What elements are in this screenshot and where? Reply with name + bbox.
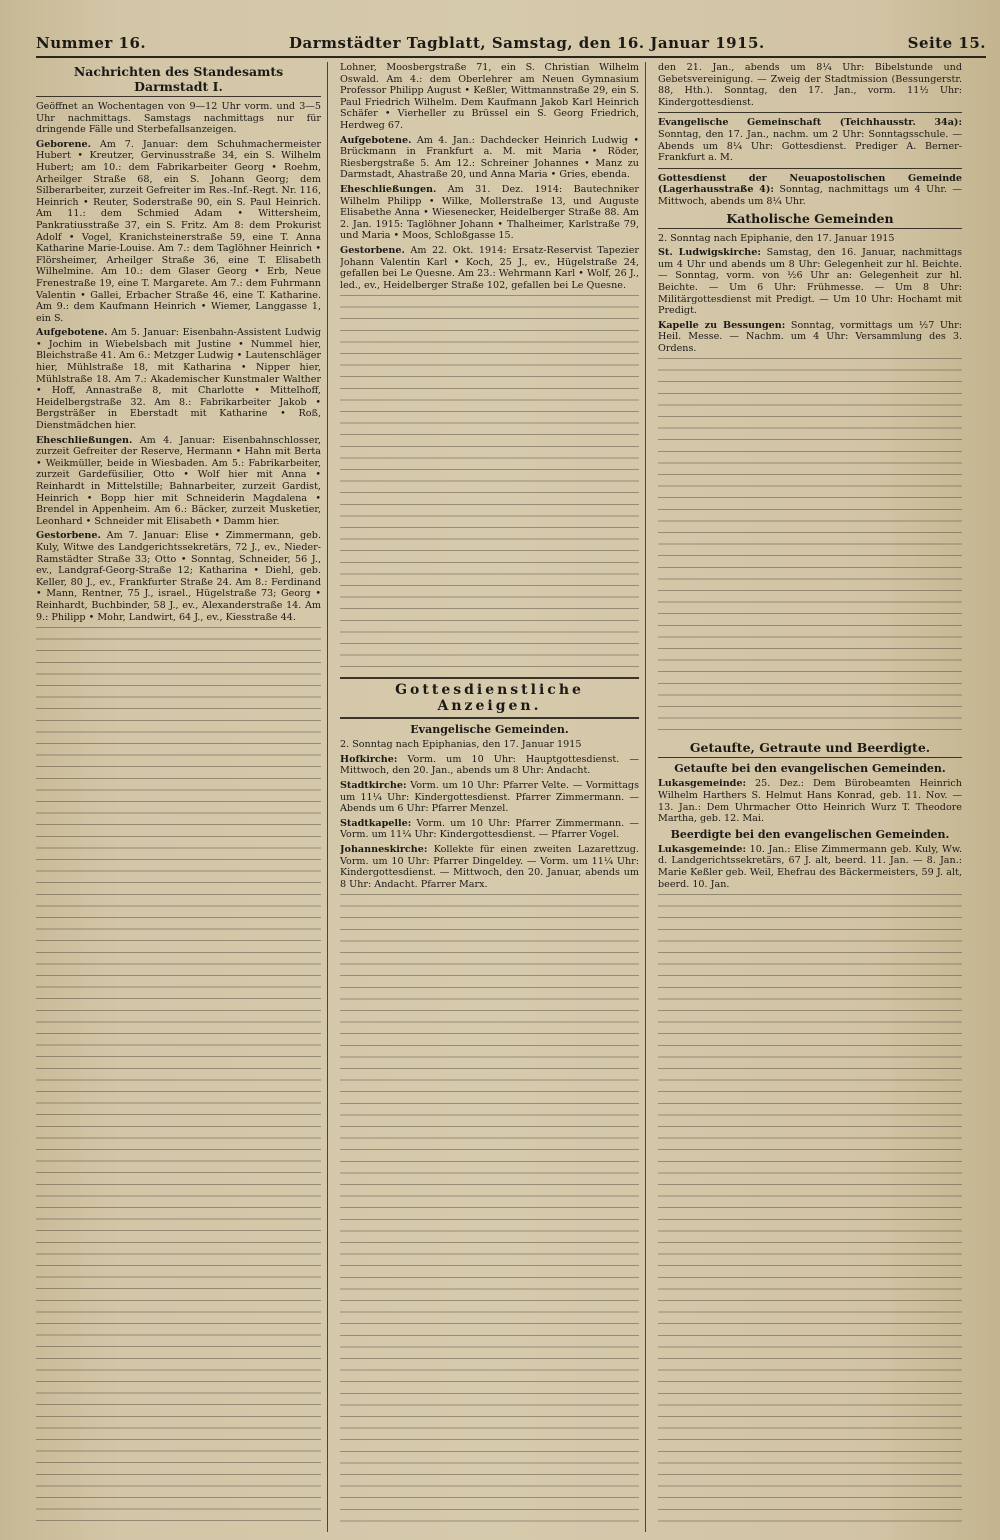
church-entry xyxy=(340,754,639,777)
entry-eheschliessungen xyxy=(340,184,639,242)
entry-text: Am 4. Januar: Eisenbahnschlosser, zurzeit Gefreiter der Reserve, Hermann • Hahn mit Berta • Weikmüller, beide in Wiesbaden. Am 5.: Fabrikarbeiter, zurzeit Gardefüsilier, Otto • Wolf hier mit Anna • Reinhardt in Mittelstille; Bahnarbeiter, zurzeit Gardist, Heinrich • Bopp hier mit Schneiderin Magdalena • Brendel in Appenheim. Am 6.: Bäcker, zurzeit Musketier, Leonhard • Schneider mit Elisabeth • Damm hier. xyxy=(36,434,321,527)
masthead-line: Darmstädter Tagblatt, Samstag, den 16. Januar 1915. xyxy=(289,34,765,52)
divider xyxy=(658,112,962,113)
entry-head: Aufgebotene. xyxy=(340,134,412,146)
entry-continued: Lohner, Moosbergstraße 71, ein S. Christian Wilhelm Oswald. Am 4.: dem Oberlehrer am Neuen Gymnasium Professor Philipp August • Keßler, Wittmannstraße 29, ein S. Paul Friedrich Wilhelm. Dem Kaufmann Jakob Karl Heinrich Schäfer • Vierheller zu Brüssel ein S. Georg Friedrich, Herdweg 67. xyxy=(340,62,639,131)
entry-text: Am 7. Januar: dem Schuhmachermeister Hubert • Kreutzer, Gervinusstraße 34, ein S. Wilhelm Hubert; am 10.: dem Fabrikarbeiter Georg • Roehm, Arheilger Straße 68, ein S. Johann Georg; dem Silberarbeiter, zurzeit Gefreiter im Res.-Inf.-Regt. Nr. 116, Heinrich • Reuter, Soderstraße 90, ein S. Paul Heinrich. Am 11.: dem Schmied Adam • Wittersheim, Pankratiusstraße 37, ein S. Fritz. Am 8: dem Prokurist Adolf • Vogel, Kranichsteinerstraße 59, eine T. Anna Katharine Marie-Louise. Am 7.: dem Taglöhner Heinrich • Flörsheimer, Arheilger Straße 36, eine T. Elisabeth Wilhelmine. Am 10.: dem Glaser Georg • Erb, Neue Frenestraße 19, eine T. Margarete. Am 7.: dem Fuhrmann Valentin • Gallei, Erbacher Straße 46, eine T. Katharine. Am 9.: dem Kaufmann Heinrich • Wiemer, Langgasse 1, ein S. xyxy=(36,138,321,324)
entry-text: Am 31. Dez. 1914: Bautechniker Wilhelm Philipp • Wilke, Mollerstraße 13, und Auguste Elisabethe Anna • Wiesenecker, Heidelberger Straße 88. Am 2. Jan. 1915: Taglöhner Johann • Thalheimer, Karlstraße 79, und Maria • Moos, Schloßgasse 15. xyxy=(340,183,639,242)
entry-aufgebotene xyxy=(36,327,321,431)
illegible-text-block xyxy=(658,894,962,1532)
subsection-beerdigte: Beerdigte bei den evangelischen Gemeinden. xyxy=(670,827,950,841)
section-title-getaufte: Getaufte, Getraute und Beerdigte. xyxy=(658,740,962,758)
church-name: Stadtkirche: xyxy=(340,780,407,792)
church-text: Vorm. um 10 Uhr: Pfarrer Velte. — Vormittags um 11¼ Uhr: Kindergottesdienst. Pfarrer Zimmermann. — Abends um 6 Uhr: Pfarrer Menzel. xyxy=(340,780,639,815)
parish-entry xyxy=(658,844,962,890)
divider xyxy=(658,168,962,169)
church-text: Kollekte für einen zweiten Lazarettzug. Vorm. um 10 Uhr: Pfarrer Dingeldey. — Vorm. um 11¼ Uhr: Kindergottesdienst. — Mittwoch, den 20. Januar, abends um 8 Uhr: Andacht. Pfarrer Marx. xyxy=(340,844,639,890)
church-text: Vorm. um 10 Uhr: Pfarrer Zimmermann. — Vorm. um 11¼ Uhr: Kindergottesdienst. — Pfarrer Vogel. xyxy=(340,817,639,841)
entry-gestorbene xyxy=(36,530,321,623)
column-1 xyxy=(36,62,328,1532)
entry-head: Eheschließungen. xyxy=(36,434,133,446)
entry-head: Gestorbene. xyxy=(36,530,101,542)
church-name: St. Ludwigskirche: xyxy=(658,247,761,259)
issue-number: Nummer 16. xyxy=(36,34,147,52)
entry-text: Am 7. Januar: Elise • Zimmermann, geb. Kuly, Witwe des Landgerichtssekretärs, 72 J., ev., Nieder-Ramstädter Straße 33; Otto • Sonntag, Schneider, 56 J., ev., Landgraf-Georg-Straße 12; Katharina • Diehl, geb. Keller, 80 J., ev., Frankfurter Straße 24. Am 8.: Ferdinand • Mann, Rentner, 75 J., israel., Hügelstraße 73; Georg • Reinhardt, Buchbinder, 58 J., ev., Alexanderstraße 14. Am 9.: Philipp • Mohr, Landwirt, 64 J., ev., Kiesstraße 44. xyxy=(36,530,321,623)
church-entry xyxy=(658,173,962,208)
entry-head: Gestorbene. xyxy=(340,244,405,256)
church-name: Gottesdienst der Neuapostolischen Gemeinde (Lagerhausstraße 4): xyxy=(658,172,962,196)
parish-text: 25. Dez.: Dem Bürobeamten Heinrich Wilhelm Harthers S. Helmut Hans Konrad, geb. 11. Nov. — 13. Jan.: Dem Uhrmacher Otto Heinrich Wurz T. Theodore Martha, geb. 12. Mai. xyxy=(658,778,962,825)
page-number: Seite 15. xyxy=(907,34,986,52)
church-text: Sonntag, den 17. Jan., nachm. um 2 Uhr: Sonntagsschule. — Abends um 8¼ Uhr: Gottesdienst. Prediger A. Berner-Frankfurt a. M. xyxy=(658,128,962,164)
column-3 xyxy=(658,62,968,1532)
subsection-getaufte: Getaufte bei den evangelischen Gemeinden. xyxy=(674,762,946,776)
church-name: Kapelle zu Bessungen: xyxy=(658,319,786,331)
illegible-text-block xyxy=(36,627,321,1527)
church-text: Samstag, den 16. Januar, nachmittags um 4 Uhr und abends um 8 Uhr: Gelegenheit zur hl. Beichte. — Sonntag, vorm. von ½6 Uhr an: Gelegenheit zur hl. Beichte. — Um 6 Uhr: Frühmesse. — Um 8 Uhr: Militärgottesdienst mit Predigt. — Um 10 Uhr: Hochamt mit Predigt. xyxy=(658,247,962,317)
section-title-katholisch: Katholische Gemeinden xyxy=(658,211,962,229)
columns xyxy=(36,62,986,1532)
entry-head: Eheschließungen. xyxy=(340,183,437,195)
date-line: 2. Sonntag nach Epiphanias, den 17. Januar 1915 xyxy=(340,739,582,751)
church-entry xyxy=(340,818,639,841)
church-text: Vorm. um 10 Uhr: Hauptgottesdienst. — Mittwoch, den 20. Jan., abends um 8 Uhr: Andacht. xyxy=(340,753,639,777)
church-entry xyxy=(658,320,962,355)
church-name: Hofkirche: xyxy=(340,753,398,765)
entry-text: Am 22. Okt. 1914: Ersatz-Reservist Tapezier Johann Valentin Karl • Koch, 25 J., ev., Hügelstraße 24, gefallen bei Le Quesne. Am 23.: Wehrmann Karl • Wolf, 26 J., led., ev., Heidelberger Straße 102, gefallen bei Le Quesne. xyxy=(340,244,639,291)
entry-geborene xyxy=(36,139,321,325)
church-name: Evangelische Gemeinschaft (Teichhausstr. 34a): xyxy=(658,117,962,129)
entry-aufgebotene xyxy=(340,135,639,181)
church-name: Stadtkapelle: xyxy=(340,817,412,829)
church-entry xyxy=(340,844,639,890)
entry-text: Am 5. Januar: Eisenbahn-Assistent Ludwig • Jochim in Wiebelsbach mit Justine • Nummel hier, Bleichstraße 41. Am 6.: Metzger Ludwig • Lautenschläger hier, Mühlstraße 18, mit Katharina • Nipper hier, Mühlstraße 18. Am 7.: Akademischer Kunstmaler Walther • Hoff, Annastraße 8, mit Charlotte • Mittelhoff, Heidelbergstraße 32. Am 8.: Fabrikarbeiter Jakob • Bergsträßer in Eberstadt mit Katharine • Roß, Dienstmädchen hier. xyxy=(36,327,321,432)
date-line: 2. Sonntag nach Epiphanie, den 17. Januar 1915 xyxy=(658,232,895,244)
church-text: Sonntag, nachmittags um 4 Uhr. — Mittwoch, abends um 8¼ Uhr. xyxy=(658,184,962,207)
entry-head: Geborene. xyxy=(36,138,91,150)
church-entry xyxy=(340,780,639,815)
parish-name: Lukasgemeinde: xyxy=(658,843,747,855)
illegible-text-block xyxy=(340,894,639,1532)
entry-continued: den 21. Jan., abends um 8¼ Uhr: Bibelstunde und Gebetsvereinigung. — Zweig der Stadtmission (Bessungerstr. 88, Hth.). Sonntag, den 17. Jan., vorm. 11½ Uhr: Kindergottesdienst. xyxy=(658,62,962,108)
entry-gestorbene xyxy=(340,245,639,291)
parish-entry xyxy=(658,778,962,824)
entry-eheschliessungen xyxy=(36,435,321,528)
church-entry xyxy=(658,247,962,317)
section-title-standesamt-1: Nachrichten des Standesamts Darmstadt I. xyxy=(36,64,321,97)
column-2 xyxy=(340,62,646,1532)
church-entry xyxy=(658,117,962,163)
parish-text: 10. Jan.: Elise Zimmermann geb. Kuly, Ww. d. Landgerichtssekretärs, 67 J. alt, beerd. 11. Jan. — 8. Jan.: Marie Keßler geb. Weil, Ehefrau des Bäckermeisters, 59 J. alt, beerd. 10. Jan. xyxy=(658,843,962,890)
illegible-text-block xyxy=(658,358,962,738)
church-text: Sonntag, vormittags um ½7 Uhr: Heil. Messe. — Nachm. um 4 Uhr: Versammlung des 3. Ordens. xyxy=(658,319,962,354)
subsection-evangelisch: Evangelische Gemeinden. xyxy=(410,723,569,737)
section-title-gottesdienst: Gottesdienstliche Anzeigen. xyxy=(340,677,639,719)
parish-name: Lukasgemeinde: xyxy=(658,778,747,790)
opening-hours: Geöffnet an Wochentagen von 9—12 Uhr vorm. und 3—5 Uhr nachmittags. Samstags nachmittags nur für dringende Fälle und Sterbefallsanzeigen. xyxy=(36,101,321,136)
church-name: Johanneskirche: xyxy=(340,844,428,856)
entry-text: Am 4. Jan.: Dachdecker Heinrich Ludwig • Brückmann in Frankfurt a. M. mit Maria • Röder, Riesbergstraße 5. Am 12.: Schreiner Johannes • Manz zu Darmstadt, Ahastraße 20, und Anna Maria • Gries, ebenda. xyxy=(340,134,639,181)
page-header xyxy=(36,34,986,58)
illegible-text-block xyxy=(340,295,639,675)
entry-head: Aufgebotene. xyxy=(36,327,108,339)
